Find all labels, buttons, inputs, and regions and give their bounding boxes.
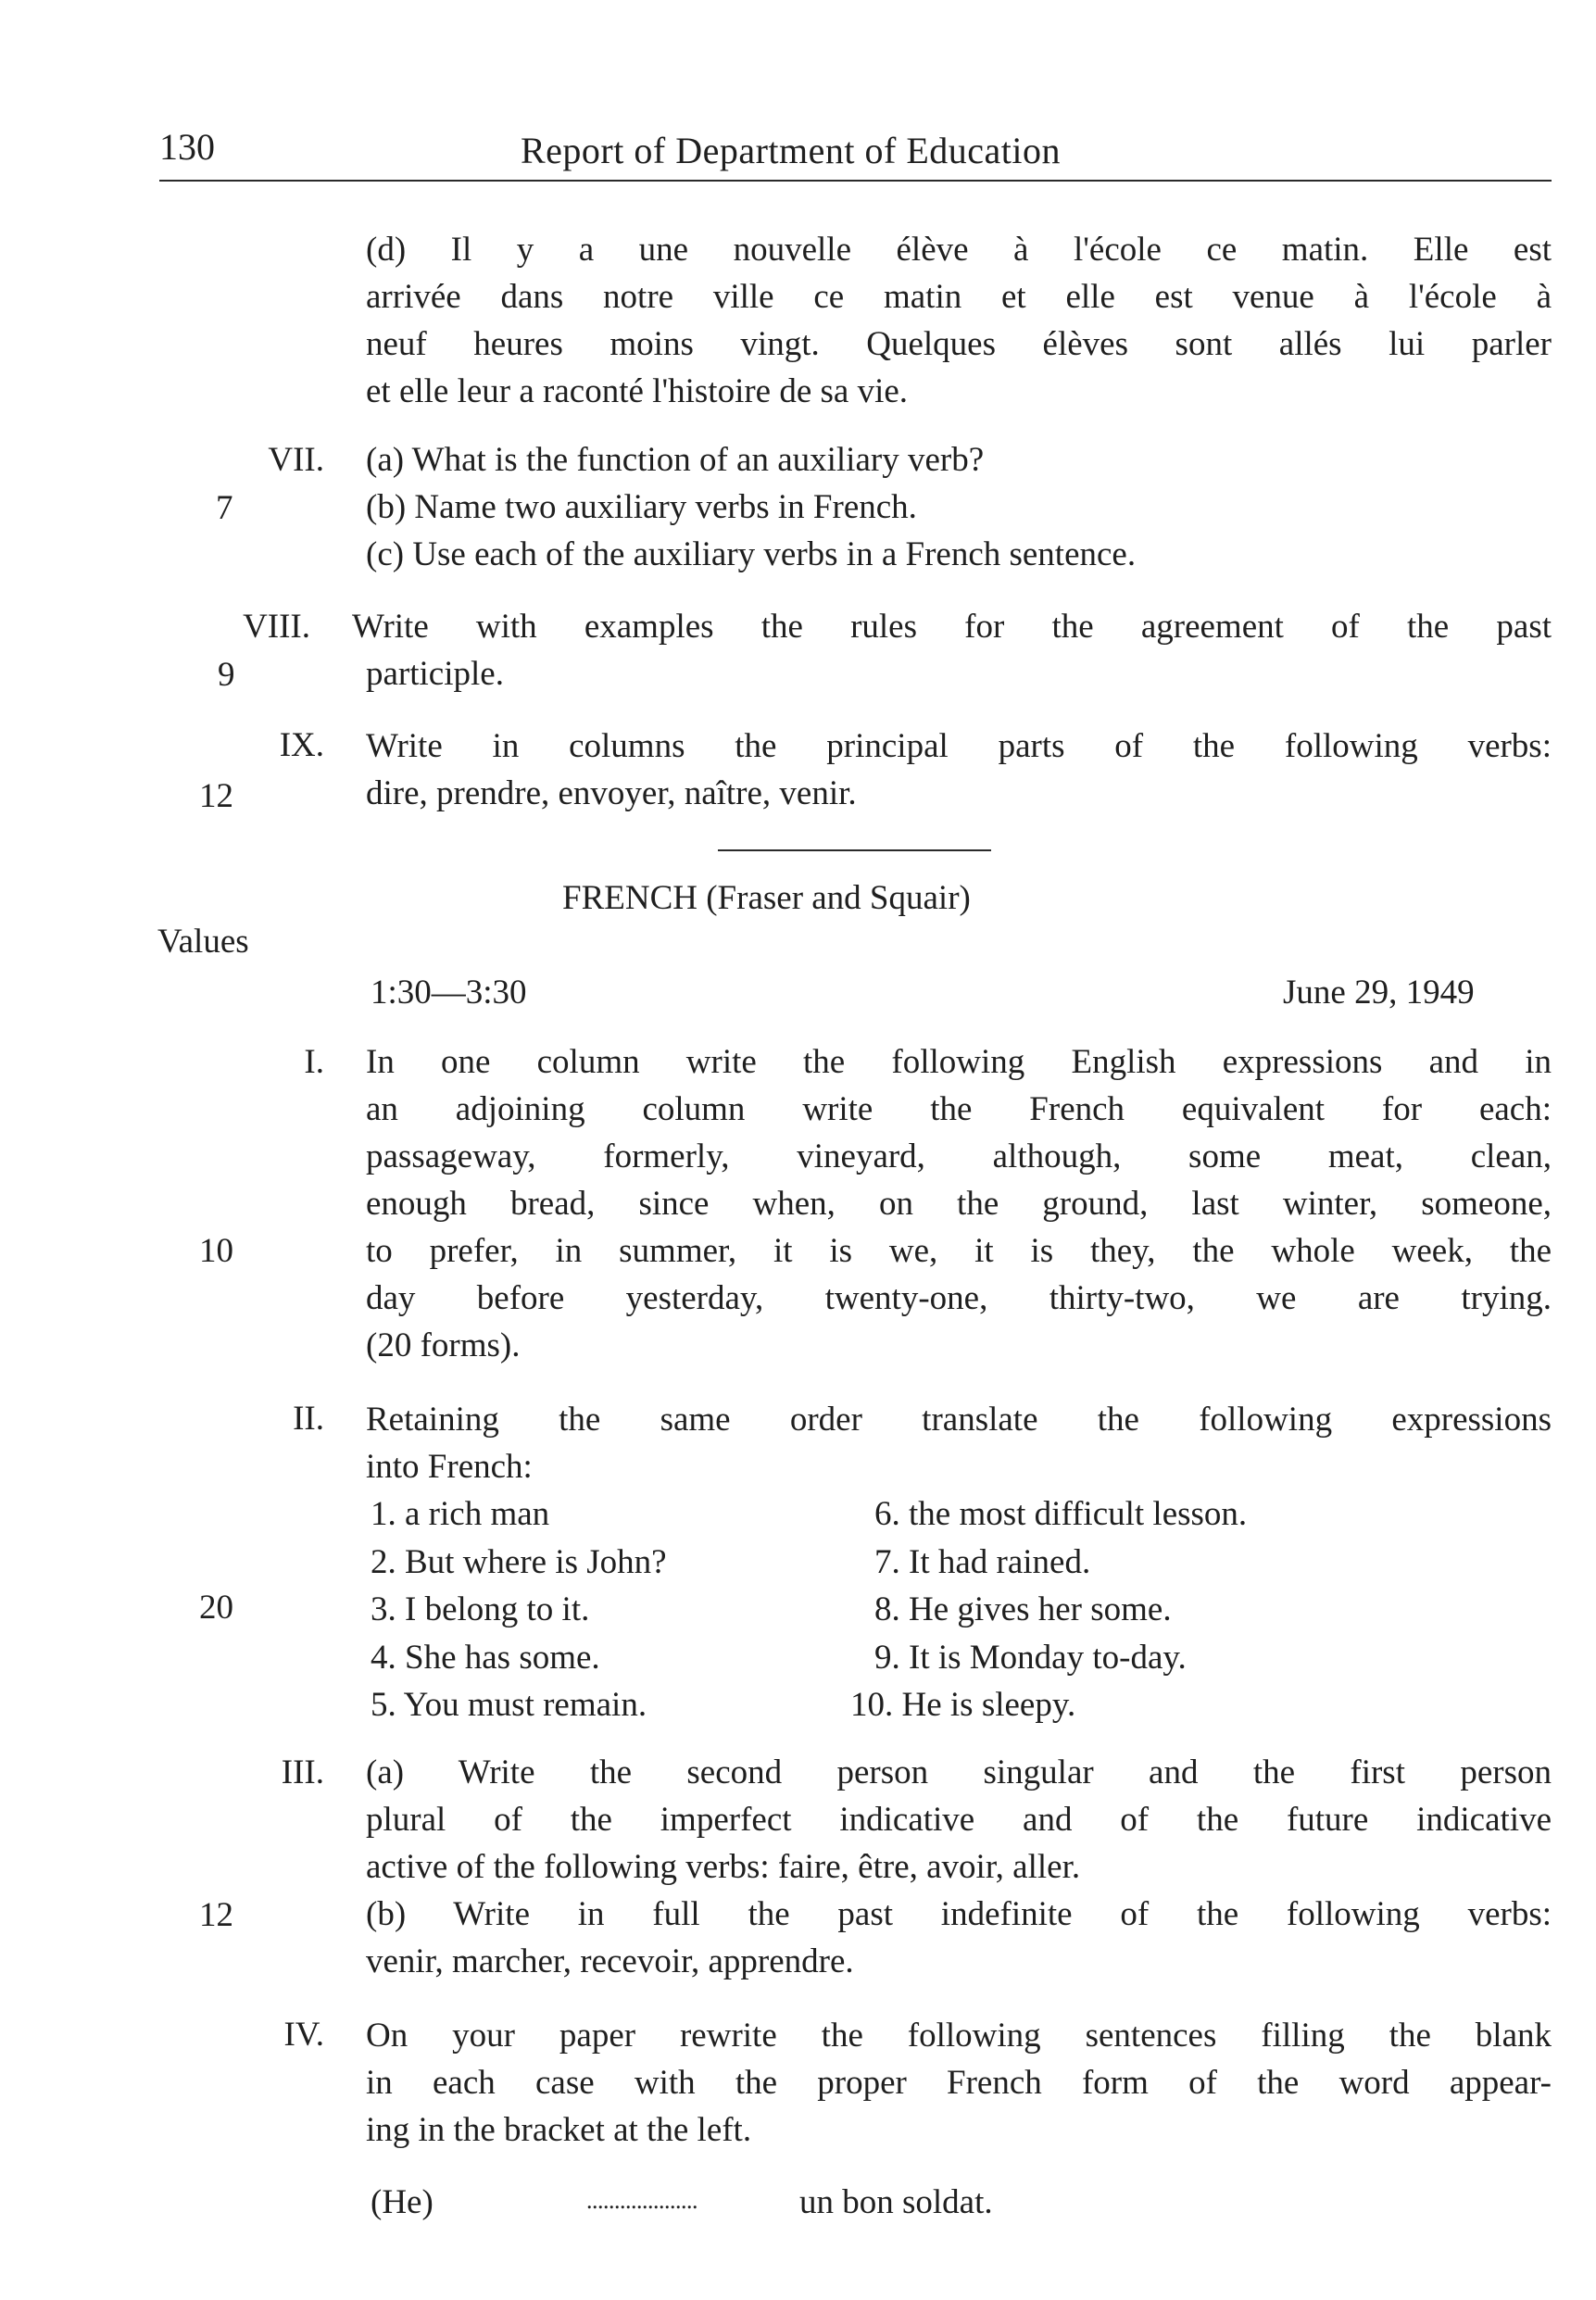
fill-blank: .................... [586, 2187, 697, 2214]
list-item: 5. You must remain. [371, 1686, 647, 1724]
running-title: Report of Department of Education [521, 130, 1061, 171]
header-rule [159, 180, 1552, 182]
list-item: 6. the most difficult lesson. [874, 1495, 1248, 1533]
question-line: ing in the bracket at the left. [366, 2111, 752, 2149]
question-ii-intro [366, 1396, 1552, 1490]
question-line: participle. [366, 655, 504, 693]
part-d-line: neuf heures moins vingt. Quelques élèves sont allés lui parler [366, 325, 1552, 363]
list-item: 2. But where is John? [371, 1542, 667, 1581]
question-line: (a) What is the function of an auxiliary verb? [366, 441, 985, 479]
list-item: 9. It is Monday to-day. [874, 1638, 1187, 1677]
list-item: 7. It had rained. [874, 1542, 1091, 1581]
question-ii-value: 20 [199, 1589, 233, 1627]
question-viii-value: 9 [218, 656, 235, 694]
question-line: in each case with the proper French form of the word appear- [366, 2064, 1552, 2102]
question-line: dire, prendre, envoyer, naître, venir. [366, 774, 857, 812]
translation-list-right [850, 1490, 1247, 1729]
question-i-text [366, 1038, 1552, 1369]
question-vii-value: 7 [216, 489, 233, 527]
list-item: 8. He gives her some. [874, 1590, 1172, 1628]
exam-time: 1:30—3:30 [371, 974, 527, 1012]
list-item: 3. I belong to it. [371, 1590, 590, 1628]
translation-list-left [371, 1490, 667, 1729]
question-line: active of the following verbs: faire, être, avoir, aller. [366, 1848, 1081, 1886]
example-bracket: (He) [371, 2183, 434, 2221]
part-d-line: (d) Il y a une nouvelle élève à l'école ce matin. Elle est [366, 231, 1552, 269]
question-line: enough bread, since when, on the ground, last winter, someone, [366, 1185, 1552, 1223]
question-iii-text [366, 1749, 1552, 1985]
question-vii-numeral: VII. [268, 441, 324, 479]
question-iii-numeral: III. [281, 1753, 324, 1791]
question-line: (b) Write in full the past indefinite of the following verbs: [366, 1895, 1552, 1933]
question-viii-numeral: VIII. [243, 608, 310, 646]
question-line: Write with examples the rules for the agreement of the past [352, 608, 1552, 646]
question-line: (20 forms). [366, 1326, 521, 1364]
question-line: venir, marcher, recevoir, apprendre. [366, 1942, 854, 1980]
question-line: In one column write the following English expressions and in [366, 1043, 1552, 1081]
question-line: into French: [366, 1448, 533, 1486]
question-ix-text [366, 723, 1552, 817]
section-divider [718, 849, 991, 851]
question-line: day before yesterday, twenty-one, thirty-two, we are trying. [366, 1279, 1552, 1317]
part-d-line: arrivée dans notre ville ce matin et elle est venue à l'école à [366, 278, 1552, 316]
question-ix-value: 12 [199, 777, 233, 815]
question-line: (c) Use each of the auxiliary verbs in a French sentence. [366, 535, 1137, 573]
question-vii-text [366, 436, 1552, 578]
list-item: 1. a rich man [371, 1495, 550, 1533]
question-line: plural of the imperfect indicative and of the future indicative [366, 1801, 1552, 1839]
question-ii-numeral: II. [293, 1400, 324, 1438]
question-iii-value: 12 [199, 1896, 233, 1934]
question-line: (a) Write the second person singular and the first person [366, 1753, 1552, 1791]
values-label: Values [157, 923, 249, 961]
question-line: Retaining the same order translate the following expressions [366, 1401, 1552, 1439]
question-line: to prefer, in summer, it is we, it is they, the whole week, the [366, 1232, 1552, 1270]
example-sentence: un bon soldat. [799, 2183, 993, 2221]
question-line: passageway, formerly, vineyard, although, some meat, clean, [366, 1137, 1552, 1175]
page-number: 130 [159, 126, 215, 168]
list-item: 10. He is sleepy. [850, 1686, 1076, 1724]
exam-date: June 29, 1949 [1283, 974, 1475, 1012]
question-line: On your paper rewrite the following sentences filling the blank [366, 2017, 1552, 2055]
question-iv-text [366, 2012, 1552, 2154]
question-iv-numeral: IV. [283, 2016, 324, 2054]
part-d-paragraph [366, 226, 1552, 415]
question-ix-numeral: IX. [279, 726, 324, 764]
question-line: an adjoining column write the French equivalent for each: [366, 1090, 1552, 1128]
question-line: (b) Name two auxiliary verbs in French. [366, 488, 917, 526]
question-i-value: 10 [199, 1232, 233, 1270]
part-d-line: et elle leur a raconté l'histoire de sa vie. [366, 372, 909, 410]
list-item: 4. She has some. [371, 1638, 600, 1677]
question-i-numeral: I. [304, 1043, 324, 1081]
question-viii-text [352, 603, 1552, 698]
section-title: FRENCH (Fraser and Squair) [562, 879, 971, 917]
question-line: Write in columns the principal parts of the following verbs: [366, 727, 1552, 765]
